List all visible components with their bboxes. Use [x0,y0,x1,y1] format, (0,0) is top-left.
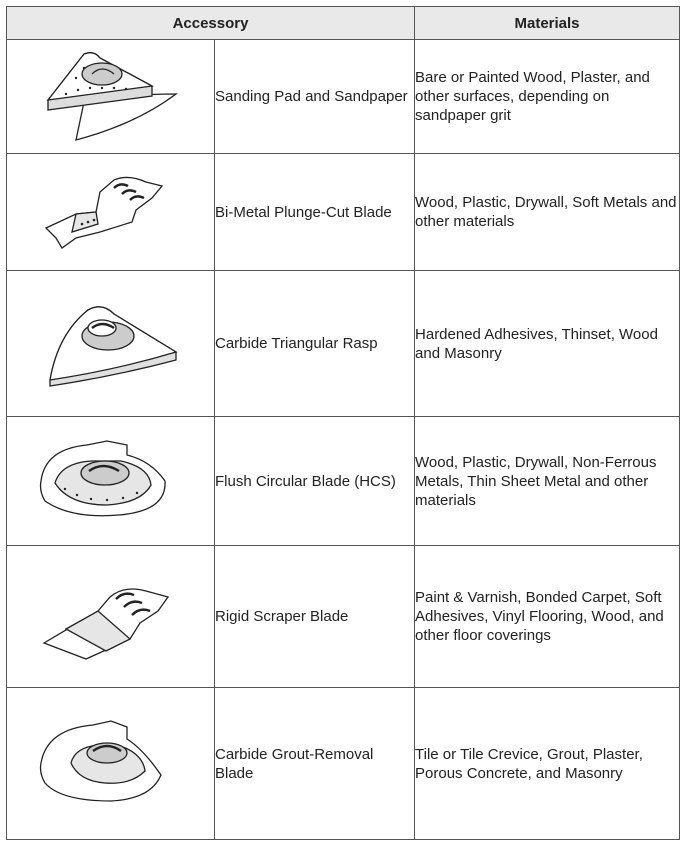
triangular-rasp-icon [36,294,186,394]
table-row [7,271,680,417]
accessory-materials: Wood, Plastic, Drywall, Soft Metals and other materials [415,154,680,271]
circular-blade-icon [31,431,191,531]
header-accessory: Accessory [7,7,415,40]
plunge-cut-blade-icon [36,162,186,262]
accessory-name: Rigid Scraper Blade [215,546,415,688]
table-header-row [7,7,680,40]
accessory-table [6,6,680,840]
accessory-name: Carbide Triangular Rasp [215,271,415,417]
sanding-pad-icon [36,44,186,149]
table-row [7,546,680,688]
scraper-blade-icon [36,567,186,667]
accessory-name: Flush Circular Blade (HCS) [215,417,415,546]
header-materials: Materials [415,7,680,40]
accessory-name: Sanding Pad and Sandpaper [215,40,415,154]
accessory-materials: Bare or Painted Wood, Plaster, and other surfaces, depending on sandpaper grit [415,40,680,154]
table-row [7,154,680,271]
accessory-materials: Hardened Adhesives, Thinset, Wood and Masonry [415,271,680,417]
grout-removal-blade-icon [31,709,191,819]
accessory-name: Carbide Grout-Removal Blade [215,688,415,840]
accessory-materials: Wood, Plastic, Drywall, Non-Ferrous Metals, Thin Sheet Metal and other materials [415,417,680,546]
table-row [7,40,680,154]
table-row [7,688,680,840]
accessory-name: Bi-Metal Plunge-Cut Blade [215,154,415,271]
table-row [7,417,680,546]
accessory-materials: Tile or Tile Crevice, Grout, Plaster, Porous Concrete, and Masonry [415,688,680,840]
accessory-materials: Paint & Varnish, Bonded Carpet, Soft Adhesives, Vinyl Flooring, Wood, and other floor coverings [415,546,680,688]
